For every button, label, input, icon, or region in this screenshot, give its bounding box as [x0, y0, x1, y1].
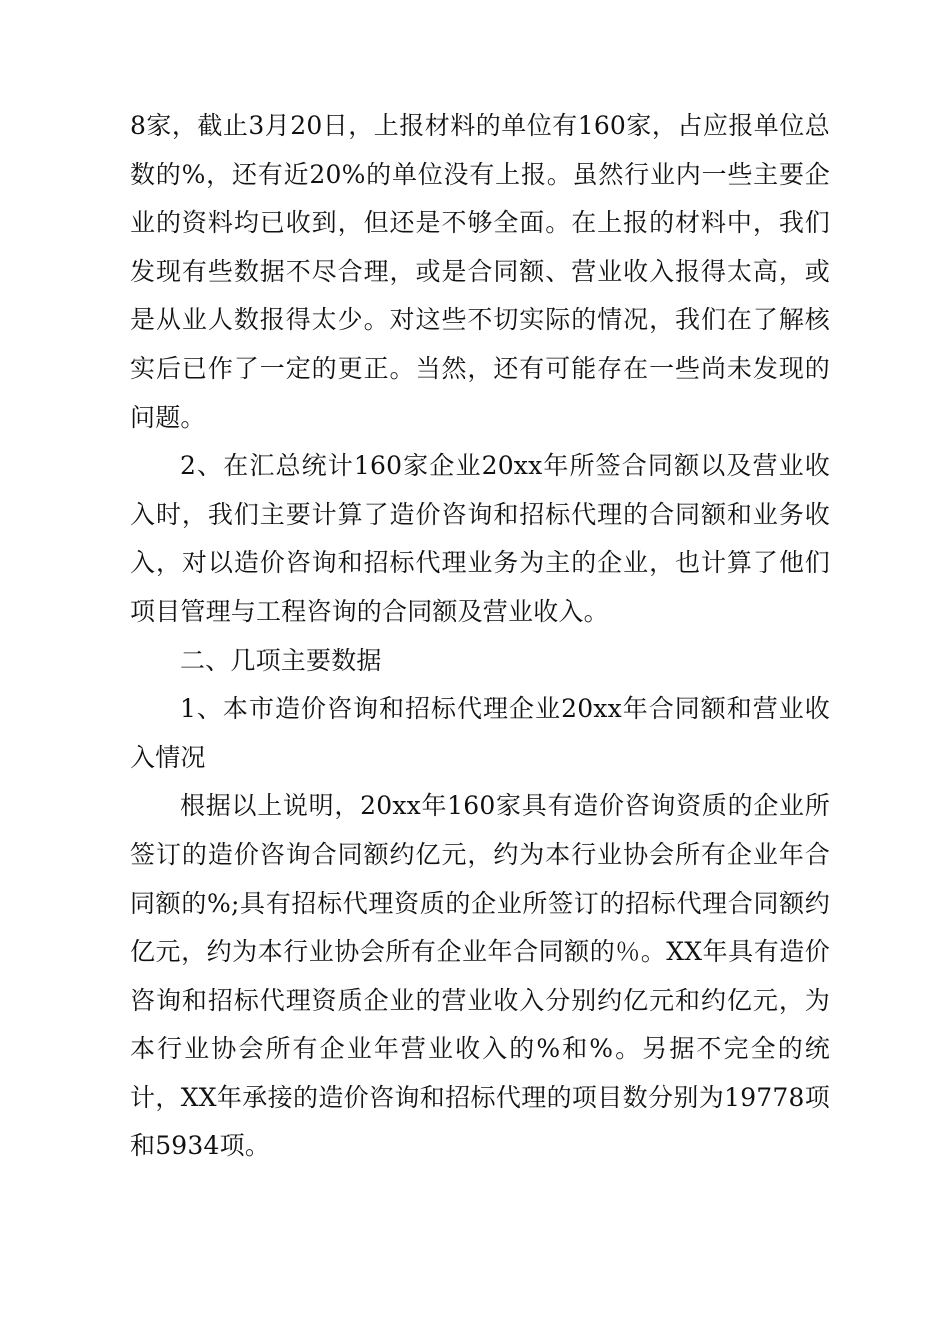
paragraph-statistics-method: 2、在汇总统计160家企业20xx年所签合同额以及营业收入时，我们主要计算了造价咨询和招标代理的合同额和业务收入，对以造价咨询和招标代理业务为主的企业，也计算了他们项目管理与工程咨询的合同额及营业收入。: [130, 451, 830, 626]
document-body: [130, 102, 830, 1171]
paragraph-contract-summary: 根据以上说明，20xx年160家具有造价咨询资质的企业所签订的造价咨询合同额约亿元，约为本行业协会所有企业年合同额的%;具有招标代理资质的企业所签订的招标代理合同额约亿元，约为本行业协会所有企业年合同额的％。XX年具有造价咨询和招标代理资质企业的营业收入分别约亿元和约亿元，为本行业协会所有企业年营业收入的%和%。另据不完全的统计，XX年承接的造价咨询和招标代理的项目数分别为19778项和5934项。: [130, 791, 830, 1161]
paragraph-data-status: 8家，截止3月20日，上报材料的单位有160家，占应报单位总数的%，还有近20%的单位没有上报。虽然行业内一些主要企业的资料均已收到，但还是不够全面。在上报的材料中，我们发现有些数据不尽合理，或是合同额、营业收入报得太高，或是从业人数报得太少。对这些不切实际的情况，我们在了解核实后已作了一定的更正。当然，还有可能存在一些尚未发现的问题。: [130, 111, 830, 432]
subsection-heading-contracts-revenue: 1、本市造价咨询和招标代理企业20xx年合同额和营业收入情况: [130, 694, 830, 772]
section-heading-main-data: 二、几项主要数据: [180, 645, 382, 675]
